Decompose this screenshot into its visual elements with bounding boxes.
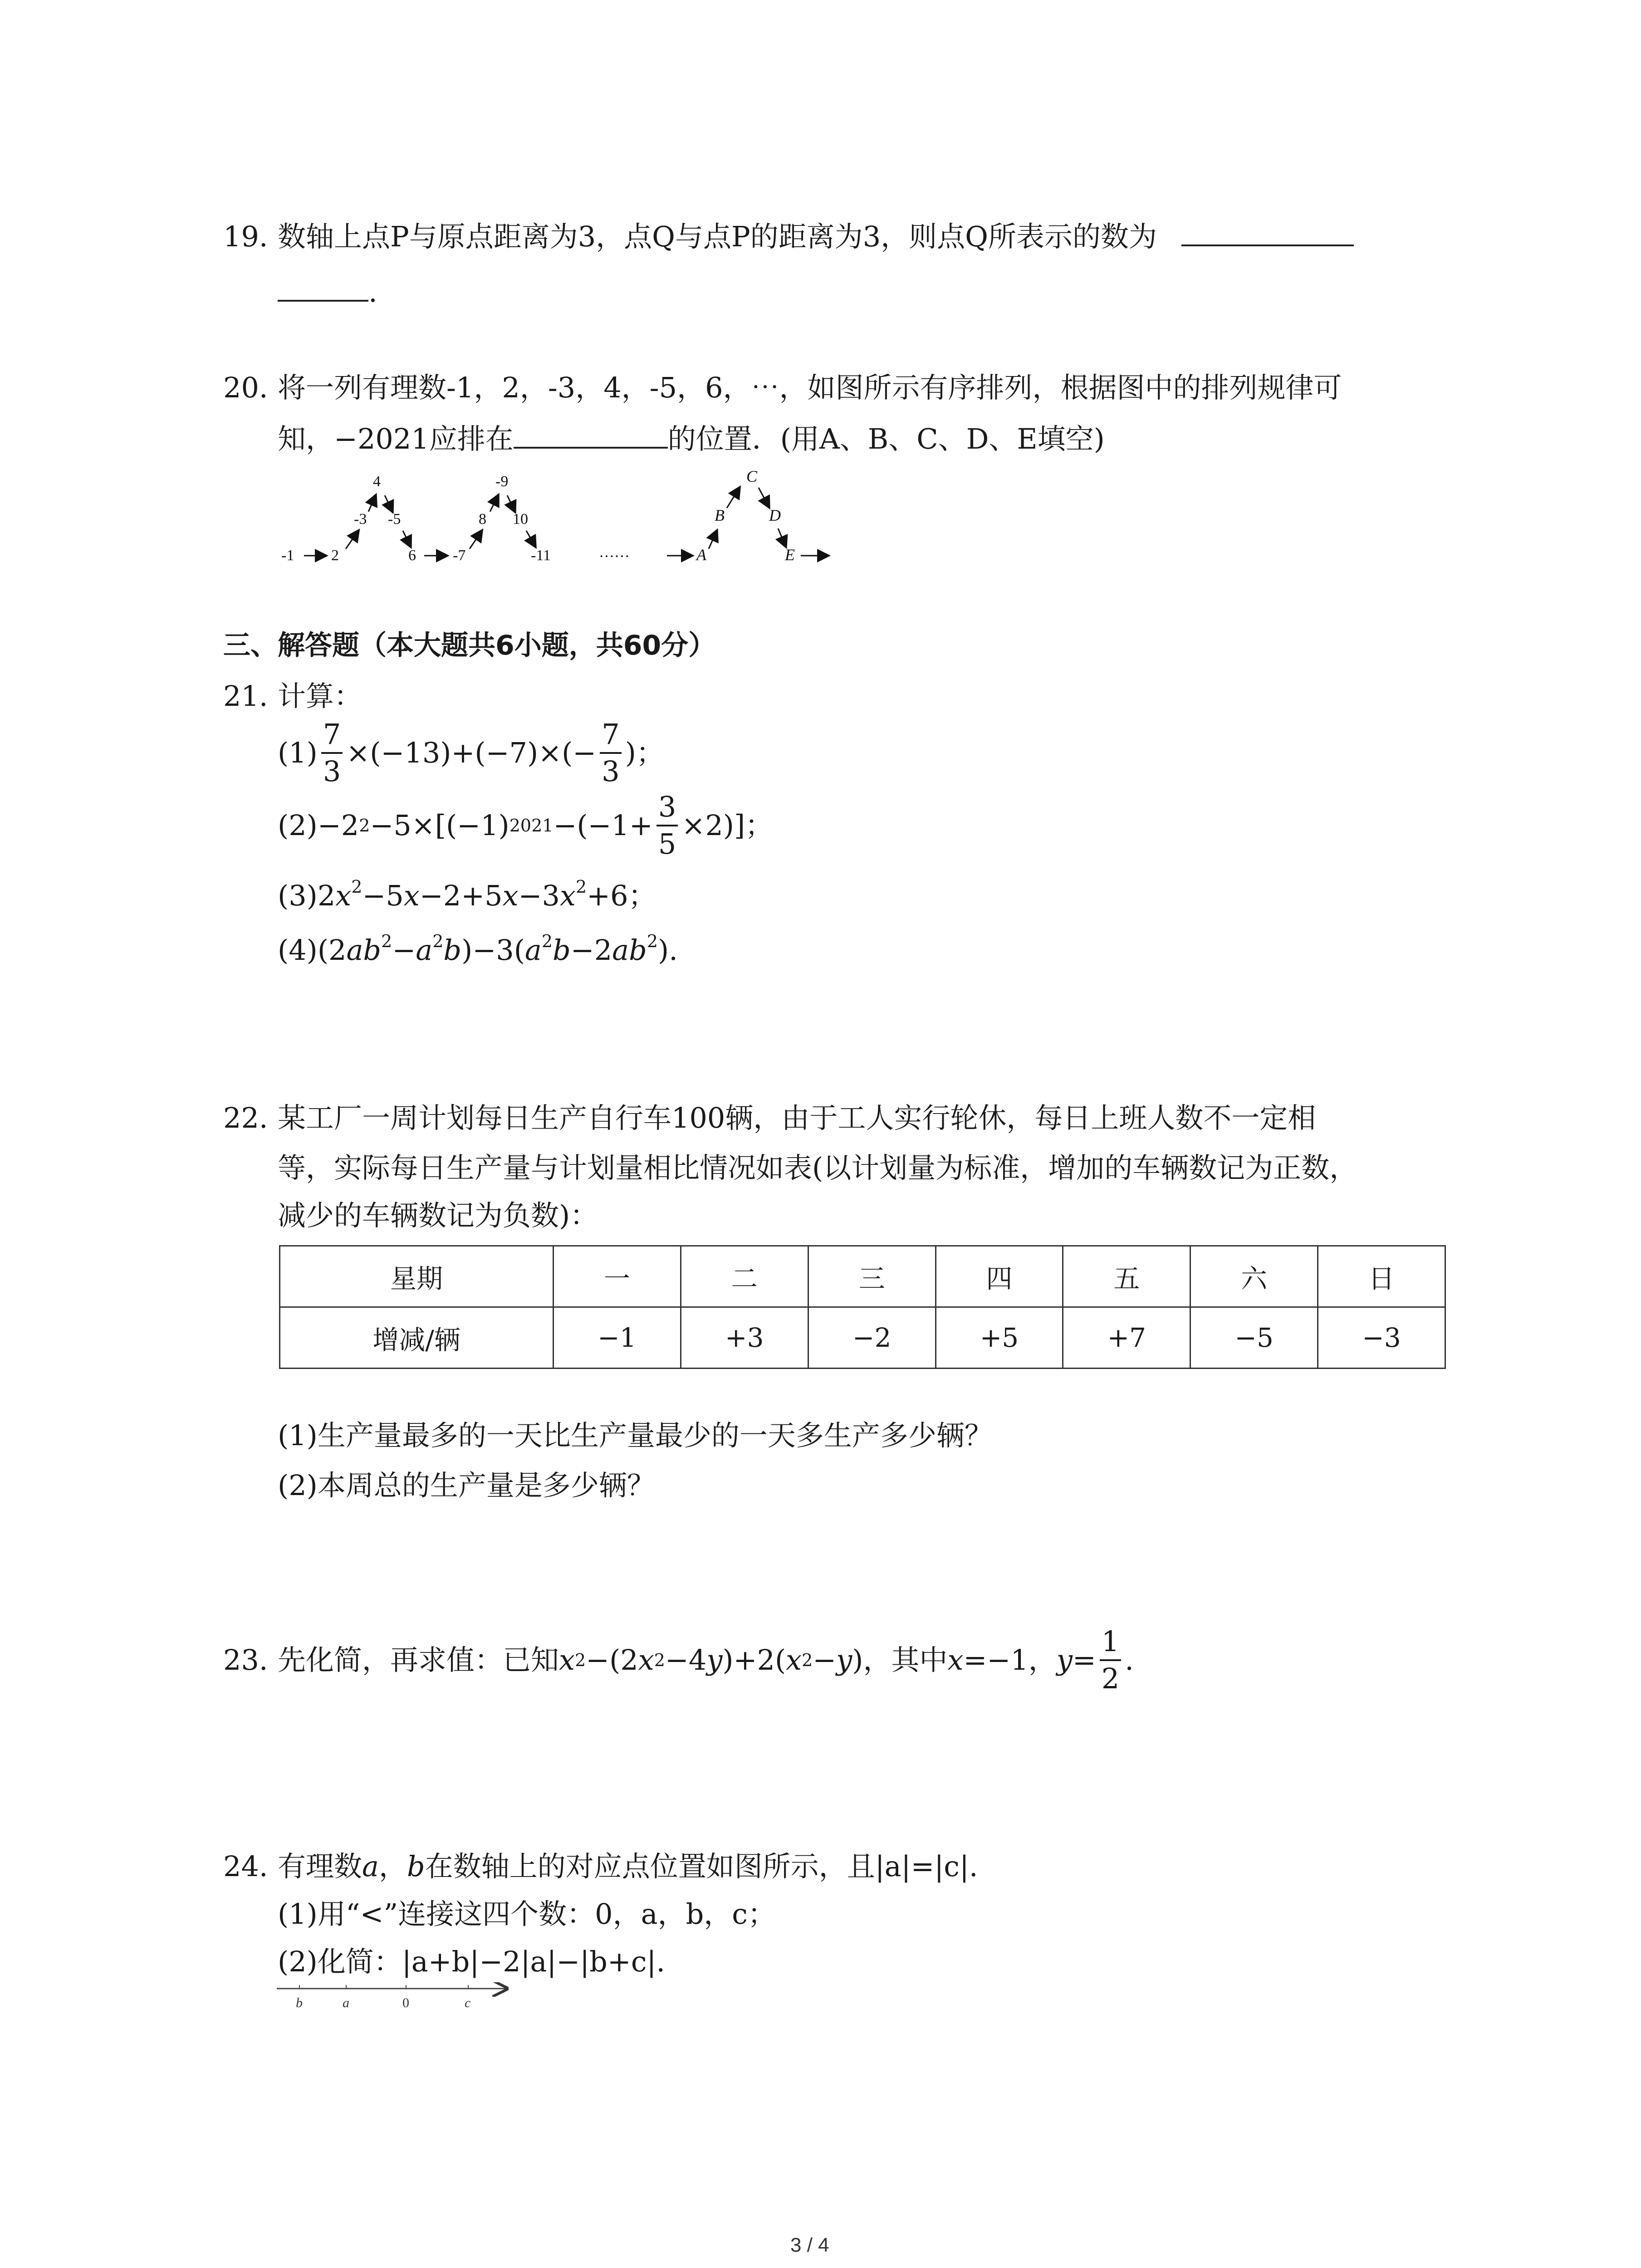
table-cell: −1 xyxy=(554,1307,681,1369)
fig-arrow xyxy=(490,495,498,512)
text: 有理数 xyxy=(278,1850,362,1883)
var: b xyxy=(443,934,462,967)
expr: )，其中 xyxy=(852,1643,948,1677)
text: ， xyxy=(378,1850,407,1883)
answer-blank-19-cont[interactable] xyxy=(278,274,368,302)
fig-arrow xyxy=(526,531,535,547)
expr: −2 xyxy=(570,934,612,967)
var: ab xyxy=(612,934,647,967)
expr: −(2 xyxy=(586,1643,638,1677)
text: 在数轴上的对应点位置如图所示，且|a|=|c|. xyxy=(425,1850,978,1883)
question-number: 21. xyxy=(223,679,268,713)
expr: −(−1+ xyxy=(553,809,653,842)
axis-label-b: b xyxy=(296,1995,303,2010)
table-cell: 六 xyxy=(1190,1246,1318,1307)
axis-label-a: a xyxy=(343,1995,349,2010)
production-table xyxy=(279,1245,1446,1369)
question-23-text: 先化简，再求值：已知 x 2 −(2 x 2 −4 y )+2( x 2 − y )，其中 x =−1， y = $\frac{1}{2}$ . xyxy=(278,1625,1134,1695)
numerator: 7 xyxy=(602,718,620,751)
period: . xyxy=(1125,1643,1134,1677)
table-cell: −3 xyxy=(1318,1307,1445,1369)
q21-part3 xyxy=(278,878,656,914)
var: x xyxy=(403,879,420,912)
fig-num: -11 xyxy=(531,547,551,564)
table-cell: 四 xyxy=(936,1246,1063,1307)
exponent: 2 xyxy=(432,931,444,951)
question-number: 20. xyxy=(223,371,268,404)
exponent: 2 xyxy=(351,877,362,897)
fig-num: -7 xyxy=(453,547,466,564)
var: x xyxy=(502,879,519,912)
var: y xyxy=(836,1643,852,1677)
number-line xyxy=(272,1982,517,2019)
table-cell: −2 xyxy=(808,1307,936,1369)
fraction xyxy=(600,720,621,786)
expr: )； xyxy=(625,736,664,769)
fig-letter-C: C xyxy=(746,467,758,485)
question-number: 19. xyxy=(223,220,268,253)
fraction xyxy=(321,720,343,786)
numerator: 7 xyxy=(323,718,341,751)
denominator: 5 xyxy=(656,825,678,858)
fig-arrow xyxy=(727,488,740,508)
question-number: 22. xyxy=(223,1101,268,1134)
expr: =−1， xyxy=(963,1643,1057,1677)
var: y xyxy=(706,1643,723,1677)
expr: ×2)]； xyxy=(681,809,774,842)
table-cell: 日 xyxy=(1318,1246,1445,1307)
var: x xyxy=(786,1643,802,1677)
var: y xyxy=(1056,1643,1073,1677)
section-heading: 三、解答题（本大题共6小题，共60分） xyxy=(223,630,716,661)
q21-part2: (2)−2 2 −5×[(−1) 2021 −(−1+ $\frac{3}{5}$ ×2)]； xyxy=(278,790,774,860)
fig-ellipsis: …… xyxy=(599,544,630,561)
numerator: 3 xyxy=(658,790,676,823)
answer-blank-19[interactable] xyxy=(1181,219,1354,246)
fig-arrow xyxy=(709,531,717,549)
var: a xyxy=(362,1850,379,1883)
var: x xyxy=(638,1643,654,1677)
question-22-sub2: (2)本周总的生产量是多少辆？ xyxy=(278,1469,655,1502)
table-cell: −5 xyxy=(1190,1307,1318,1369)
question-19-text xyxy=(278,219,1354,255)
question-number: 24. xyxy=(223,1850,268,1883)
question-24-sub2: (2)化简：|a+b|−2|a|−|b+c|. xyxy=(278,1945,666,1978)
fig-num: 8 xyxy=(479,511,486,528)
fig-arrow xyxy=(385,495,392,512)
var: x xyxy=(559,879,576,912)
question-22-line2: 等，实际每日生产量与计划量相比情况如表(以计划量为标准，增加的车辆数记为正数， xyxy=(278,1151,1358,1184)
question-number: 23. xyxy=(223,1643,268,1677)
expr: )+2( xyxy=(722,1643,786,1677)
expr: 先化简，再求值：已知 xyxy=(278,1643,559,1677)
exponent: 2 xyxy=(541,931,553,951)
var: a xyxy=(416,934,433,967)
fig-num: -1 xyxy=(281,547,294,564)
fig-num: 6 xyxy=(408,547,416,564)
exponent: 2 xyxy=(575,877,587,897)
q21-part4 xyxy=(278,932,678,968)
exponent: 2 xyxy=(381,931,392,951)
expr: −3 xyxy=(518,879,560,912)
denominator: 2 xyxy=(1100,1659,1121,1693)
fig-arrow xyxy=(346,531,358,549)
var: ab xyxy=(346,934,382,967)
table-cell: +5 xyxy=(936,1307,1063,1369)
table-row xyxy=(280,1307,1445,1369)
fig-arrow xyxy=(368,495,376,512)
var: x xyxy=(559,1643,575,1677)
var: x xyxy=(335,879,352,912)
expr: − xyxy=(813,1643,837,1677)
table-cell: 增减/辆 xyxy=(280,1307,554,1369)
question-20-line1: 将一列有理数-1，2，-3，4，-5，6，⋯，如图所示有序排列，根据图中的排列规律可 xyxy=(278,371,1342,404)
fig-num: 2 xyxy=(331,547,339,564)
part-label: (1) xyxy=(278,736,318,769)
numerator: 1 xyxy=(1101,1625,1120,1658)
question-21-title: 计算： xyxy=(278,679,362,713)
sequence-figure xyxy=(272,463,862,572)
exponent: 2 xyxy=(647,931,658,951)
table-cell: 三 xyxy=(808,1246,936,1307)
question-19-body: 数轴上点P与原点距离为3，点Q与点P的距离为3，则点Q所表示的数为 xyxy=(278,220,1157,253)
expr: (3)2 xyxy=(278,879,336,912)
period: . xyxy=(368,275,377,308)
fig-letter-D: D xyxy=(769,506,781,524)
fig-arrow xyxy=(470,531,482,549)
axis-label-c: c xyxy=(465,1995,471,2010)
var: x xyxy=(947,1643,964,1677)
fig-num: -5 xyxy=(388,511,401,528)
var: a xyxy=(524,934,542,967)
table-header-row xyxy=(280,1246,1445,1307)
table-cell: +7 xyxy=(1063,1307,1190,1369)
answer-blank-20[interactable] xyxy=(514,421,668,449)
question-22-line3: 减少的车辆数记为负数)： xyxy=(278,1199,598,1232)
question-22-line1: 某工厂一周计划每日生产自行车100辆，由于工人实行轮休，每日上班人数不一定相 xyxy=(278,1101,1316,1134)
expr: )−3( xyxy=(461,934,525,967)
question-24-line1 xyxy=(278,1848,978,1885)
expr: (2)−2 xyxy=(278,809,359,842)
table-cell: 一 xyxy=(554,1246,681,1307)
expr: −4 xyxy=(665,1643,707,1677)
fig-letter-B: B xyxy=(715,506,725,524)
expr: ). xyxy=(658,934,678,967)
fig-letter-A: A xyxy=(696,546,706,564)
q21-part1 xyxy=(278,719,664,787)
question-20-line2-post: 的位置．(用A、B、C、D、E填空) xyxy=(667,422,1105,455)
denominator: 3 xyxy=(600,752,621,786)
table-cell: 五 xyxy=(1063,1246,1190,1307)
var: b xyxy=(553,934,571,967)
fig-letter-E: E xyxy=(785,546,795,564)
expr: −5×[(−1) xyxy=(370,809,509,842)
fraction xyxy=(656,790,678,860)
fig-arrow xyxy=(507,495,515,512)
expr: −2+5 xyxy=(419,879,503,912)
page-number: 3 / 4 xyxy=(790,2234,829,2256)
fraction xyxy=(1100,1625,1121,1695)
axis-label-0: 0 xyxy=(402,1995,409,2010)
fig-num: -3 xyxy=(354,511,367,528)
expr: − xyxy=(392,934,416,967)
question-24-sub1: (1)用“<”连接这四个数：0，a，b，c； xyxy=(278,1897,776,1931)
table-cell: 二 xyxy=(681,1246,808,1307)
fig-num: 10 xyxy=(513,511,528,528)
fig-arrow xyxy=(759,488,769,507)
fig-num: -9 xyxy=(495,473,509,490)
expr: (4)(2 xyxy=(278,934,347,967)
denominator: 3 xyxy=(321,752,343,786)
fig-num: 4 xyxy=(373,473,381,490)
question-22-sub1: (1)生产量最多的一天比生产量最少的一天多生产多少辆？ xyxy=(278,1419,993,1452)
var: b xyxy=(407,1850,425,1883)
fig-arrow xyxy=(403,531,411,547)
expr: −5 xyxy=(362,879,404,912)
question-20-line2-pre: 知，−2021应排在 xyxy=(278,422,514,455)
expr: ×(−13)+(−7)×(− xyxy=(346,736,597,769)
fig-arrow xyxy=(778,528,786,547)
table-cell: +3 xyxy=(681,1307,808,1369)
expr: +6； xyxy=(587,879,656,912)
table-cell: 星期 xyxy=(280,1246,554,1307)
expr: = xyxy=(1072,1643,1096,1677)
